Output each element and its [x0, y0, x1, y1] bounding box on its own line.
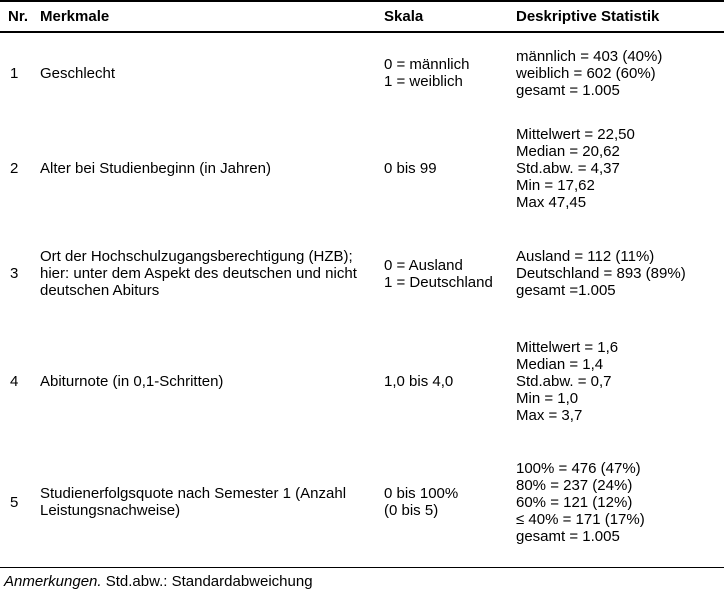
- statistik-line: Max 47,45: [516, 193, 587, 211]
- merkmal-line: Abiturnote (in 0,1-Schritten): [40, 372, 224, 390]
- statistik-line: Mittelwert = 22,50: [516, 125, 635, 143]
- statistik-line: gesamt = 1.005: [516, 81, 620, 99]
- merkmal-line: Alter bei Studienbeginn (in Jahren): [40, 159, 271, 177]
- skala-line: 0 bis 100%: [384, 485, 459, 503]
- statistik-cell: [516, 438, 724, 567]
- table-row: [0, 32, 724, 113]
- col-header-deskriptive-statistik: Deskriptive Statistik: [516, 1, 724, 32]
- statistik-cell: [516, 223, 724, 324]
- table-row: [0, 438, 724, 567]
- statistik-line: Ausland = 112 (11%): [516, 248, 655, 265]
- skala-cell: [384, 113, 516, 223]
- skala-line: 0 = männlich: [384, 56, 470, 73]
- statistik-line: weiblich = 602 (60%): [516, 64, 656, 82]
- merkmal-line: Geschlecht: [40, 64, 116, 82]
- merkmal-cell: [40, 113, 384, 223]
- statistik-cell: [516, 324, 724, 438]
- table-header-row: [0, 1, 724, 32]
- table-row: [0, 113, 724, 223]
- statistik-cell: [516, 113, 724, 223]
- merkmal-cell: [40, 223, 384, 324]
- col-header-skala: Skala: [384, 1, 516, 32]
- skala-cell: [384, 223, 516, 324]
- col-header-nr: Nr.: [0, 1, 40, 32]
- statistik-line: 100% = 476 (47%): [516, 459, 641, 477]
- statistik-line: gesamt =1.005: [516, 282, 616, 299]
- statistik-cell: [516, 32, 724, 113]
- skala-line: (0 bis 5): [384, 502, 439, 520]
- merkmal-line: Ort der Hochschulzugangsberechtigung (HZB);: [40, 248, 353, 265]
- statistik-line: Min = 1,0: [516, 389, 579, 407]
- statistik-line: 80% = 237 (24%): [516, 476, 633, 494]
- merkmal-line: hier: unter dem Aspekt des deutschen und nicht: [40, 265, 357, 282]
- merkmal-line: deutschen Abiturs: [40, 282, 160, 299]
- skala-line: 0 bis 99: [384, 159, 437, 177]
- skala-line: 1 = Deutschland: [384, 273, 493, 291]
- row-number: 2: [10, 159, 19, 177]
- statistik-line: Max = 3,7: [516, 406, 583, 424]
- statistik-line: Median = 1,4: [516, 355, 604, 373]
- merkmal-line: Leistungsnachweise): [40, 502, 181, 520]
- row-number: 3: [10, 265, 19, 282]
- statistik-line: 60% = 121 (12%): [516, 493, 633, 511]
- merkmal-line: Studienerfolgsquote nach Semester 1 (Anzahl: [40, 485, 347, 503]
- statistik-line: Median = 20,62: [516, 142, 620, 160]
- row-number: 5: [0, 438, 40, 567]
- statistik-line: Mittelwert = 1,6: [516, 338, 619, 356]
- statistik-line: gesamt = 1.005: [516, 527, 620, 545]
- footnote-label: Anmerkungen.: [4, 572, 102, 590]
- skala-cell: [384, 438, 516, 567]
- footnote-text: Std.abw.: Standardabweichung: [101, 572, 313, 590]
- col-header-merkmale: Merkmale: [40, 1, 384, 32]
- statistik-line: Std.abw. = 0,7: [516, 372, 612, 390]
- skala-line: 1 = weiblich: [384, 73, 463, 90]
- statistik-line: Deutschland = 893 (89%): [516, 265, 686, 282]
- skala-cell: [384, 32, 516, 113]
- table-row: [0, 324, 724, 438]
- statistik-line: ≤ 40% = 171 (17%): [516, 510, 645, 528]
- skala-line: 0 = Ausland: [384, 256, 463, 274]
- merkmal-cell: [40, 324, 384, 438]
- statistik-line: männlich = 403 (40%): [516, 47, 663, 65]
- footnote: [0, 568, 724, 590]
- skala-line: 1,0 bis 4,0: [384, 372, 454, 390]
- merkmal-cell: [40, 438, 384, 567]
- row-number: 1: [10, 64, 19, 82]
- skala-cell: [384, 324, 516, 438]
- row-number: 4: [10, 372, 19, 390]
- statistik-line: Std.abw. = 4,37: [516, 159, 620, 177]
- table-row: [0, 223, 724, 324]
- merkmal-cell: [40, 32, 384, 113]
- statistik-line: Min = 17,62: [516, 176, 595, 194]
